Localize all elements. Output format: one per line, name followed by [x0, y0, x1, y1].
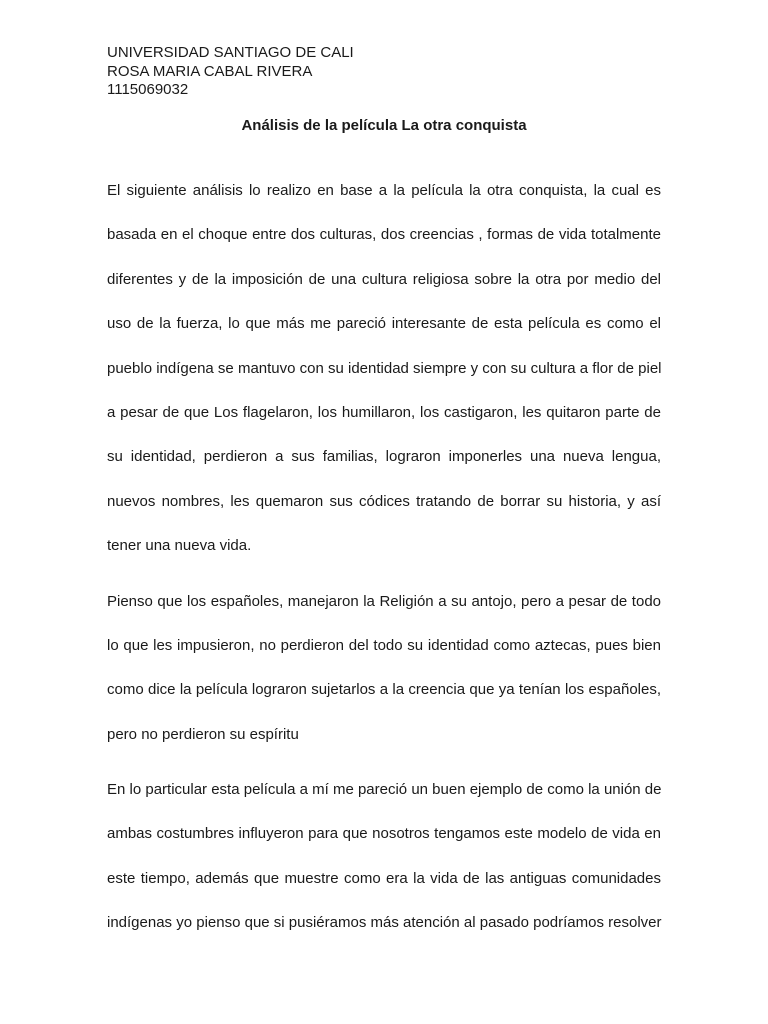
paragraph-line: ambas costumbres influyeron para que nosotros tengamos este modelo de vida en — [107, 825, 661, 843]
paragraph-line: tener una nueva vida. — [107, 537, 252, 555]
document-body — [107, 169, 661, 946]
paragraph-line: este tiempo, además que muestre como era la vida de las antiguas comunidades — [107, 869, 661, 887]
paragraph-line: pueblo indígena se mantuvo con su identidad siempre y con su cultura a flor de piel — [107, 359, 662, 377]
university-name: UNIVERSIDAD SANTIAGO DE CALI — [107, 44, 354, 61]
paragraph-line: diferentes y de la imposición de una cultura religiosa sobre la otra por medio del — [107, 270, 661, 288]
paragraph-line: su identidad, perdieron a sus familias, lograron imponerles una nueva lengua, — [107, 448, 661, 466]
document-title: Análisis de la película La otra conquista — [241, 117, 527, 134]
paragraph-line: Pienso que los españoles, manejaron la Religión a su antojo, pero a pesar de todo — [107, 592, 661, 610]
student-id: 1115069032 — [107, 81, 189, 98]
paragraph-2 — [107, 580, 661, 758]
document-header — [107, 44, 354, 100]
paragraph-line: El siguiente análisis lo realizo en base a la película la otra conquista, la cual es — [107, 182, 661, 199]
paragraph-line: En lo particular esta película a mí me pareció un buen ejemplo de como la unión de — [107, 781, 662, 799]
author-name: ROSA MARIA CABAL RIVERA — [107, 62, 313, 80]
paragraph-line: basada en el choque entre dos culturas, dos creencias , formas de vida totalmente — [107, 226, 661, 244]
paragraph-3 — [107, 768, 661, 946]
paragraph-line: nuevos nombres, les quemaron sus códices tratando de borrar su historia, y así — [107, 492, 661, 510]
paragraph-line: uso de la fuerza, lo que más me pareció interesante de esta película es como el — [107, 315, 661, 333]
paragraph-1 — [107, 169, 661, 569]
paragraph-line: a pesar de que Los flagelaron, los humillaron, los castigaron, les quitaron parte de — [107, 403, 661, 421]
paragraph-line: indígenas yo pienso que si pusiéramos más atención al pasado podríamos resolver — [107, 914, 662, 932]
paragraph-line: como dice la película lograron sujetarlos a la creencia que ya tenían los españoles, — [107, 681, 661, 699]
paragraph-line: lo que les impusieron, no perdieron del todo su identidad como aztecas, pues bien — [107, 636, 661, 654]
paragraph-line: pero no perdieron su espíritu — [107, 725, 299, 743]
